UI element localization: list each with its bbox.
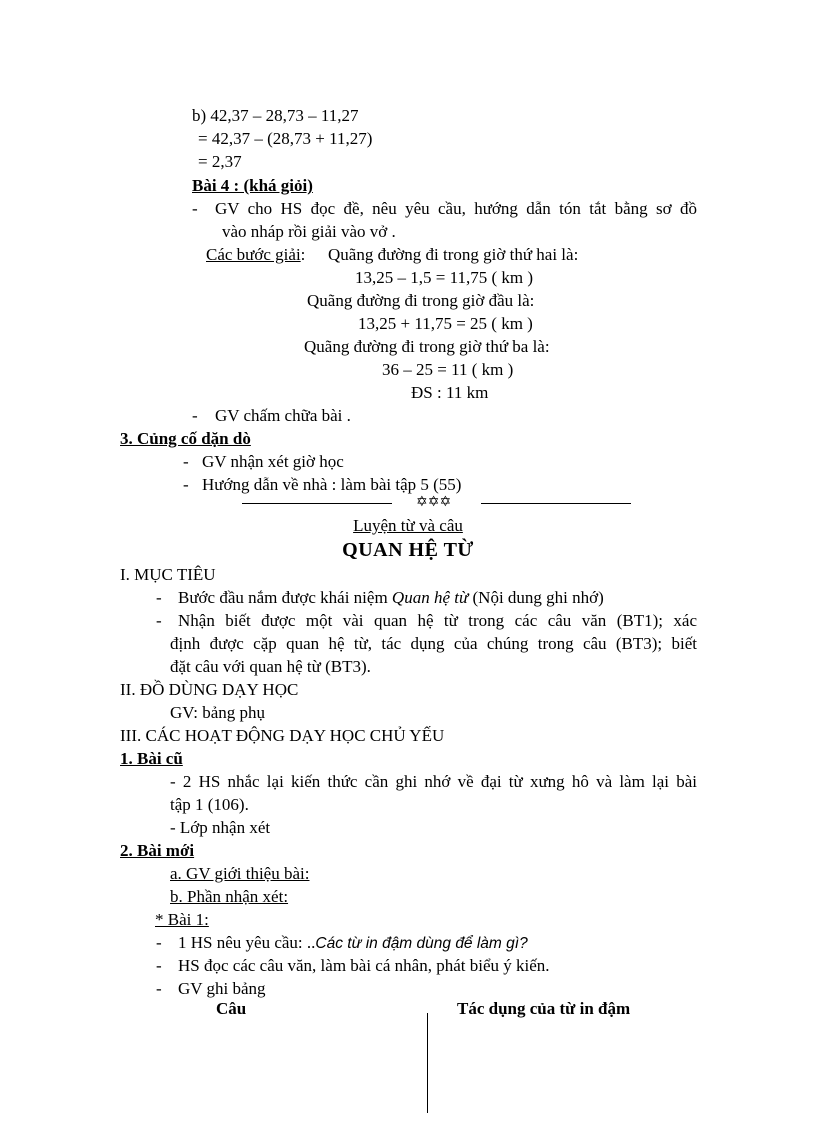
bullet: - bbox=[156, 933, 162, 952]
baimoi-item1-em: Các từ in đậm dùng để làm gì? bbox=[315, 935, 528, 952]
lesson-subject: Luyện từ và câu bbox=[353, 516, 463, 535]
baimoi-item2: HS đọc các câu văn, làm bài cá nhân, phát biểu ý kiến. bbox=[178, 956, 550, 975]
baicu-line1: - 2 HS nhắc lại kiến thức cần ghi nhớ về đại từ xưng hô và làm lại bài bbox=[170, 772, 697, 791]
sec1-item2-line1: Nhận biết được một vài quan hệ từ trong các câu văn (BT1); xác bbox=[178, 611, 697, 630]
sec1-item2-line2: định được cặp quan hệ từ, tác dụng của chúng trong câu (BT3); biết bbox=[170, 634, 697, 653]
bullet: - bbox=[183, 475, 189, 494]
separator-ornament: ✡✡✡ bbox=[416, 494, 452, 510]
baimoi-a: a. GV giới thiệu bài: bbox=[170, 864, 310, 883]
bai4-gv-line2: vào nháp rồi giải vào vở . bbox=[222, 222, 396, 241]
answer: ĐS : 11 km bbox=[411, 383, 489, 402]
baicu-line3: - Lớp nhận xét bbox=[170, 818, 271, 837]
math-line-1: b) 42,37 – 28,73 – 11,27 bbox=[192, 106, 359, 125]
baicu-heading: 1. Bài cũ bbox=[120, 749, 183, 768]
sec1-item1-post: (Nội dung ghi nhớ) bbox=[468, 588, 604, 607]
step2-text: Quãng đường đi trong giờ đầu là: bbox=[307, 291, 535, 310]
steps-colon: : bbox=[300, 245, 306, 264]
cungco-item2: Hướng dẫn về nhà : làm bài tập 5 (55) bbox=[202, 475, 462, 494]
table-divider bbox=[427, 1013, 428, 1113]
sec2-item: GV: bảng phụ bbox=[170, 703, 266, 722]
step2-calc: 13,25 + 11,75 = 25 ( km ) bbox=[358, 314, 533, 333]
bullet: - bbox=[156, 979, 162, 998]
baimoi-heading: 2. Bài mới bbox=[120, 841, 195, 860]
step1-calc: 13,25 – 1,5 = 11,75 ( km ) bbox=[355, 268, 534, 287]
baimoi-item3: GV ghi bảng bbox=[178, 979, 266, 998]
baimoi-item1 bbox=[178, 932, 528, 955]
math-line-2: = 42,37 – (28,73 + 11,27) bbox=[198, 129, 373, 148]
baicu-line2: tập 1 (106). bbox=[170, 795, 249, 814]
steps-label: Các bước giải bbox=[206, 245, 301, 264]
grading-text: GV chấm chữa bài . bbox=[215, 406, 351, 425]
bullet: - bbox=[192, 199, 198, 218]
bullet: - bbox=[183, 452, 189, 471]
cungco-heading: 3. Củng cố dặn dò bbox=[120, 429, 251, 448]
sec2-heading: II. ĐỒ DÙNG DẠY HỌC bbox=[120, 680, 299, 699]
step3-calc: 36 – 25 = 11 ( km ) bbox=[382, 360, 514, 379]
bullet: - bbox=[156, 588, 162, 607]
cungco-item1: GV nhận xét giờ học bbox=[202, 452, 344, 471]
sec1-item1 bbox=[178, 587, 604, 609]
separator-line-left bbox=[242, 503, 392, 504]
bullet: - bbox=[156, 611, 162, 630]
step1-text: Quãng đường đi trong giờ thứ hai là: bbox=[328, 245, 579, 264]
table-col2-header: Tác dụng của từ in đậm bbox=[457, 999, 631, 1018]
sec1-item1-em: Quan hệ từ bbox=[391, 588, 469, 607]
steps-line bbox=[206, 244, 305, 266]
step3-text: Quãng đường đi trong giờ thứ ba là: bbox=[304, 337, 550, 356]
bai4-gv-line1: GV cho HS đọc đề, nêu yêu cầu, hướng dẫn tón tắt bằng sơ đồ bbox=[215, 199, 697, 218]
math-line-3: = 2,37 bbox=[198, 152, 242, 171]
sec1-item1-pre: Bước đầu nắm được khái niệm bbox=[178, 588, 392, 607]
bullet: - bbox=[192, 406, 198, 425]
lesson-title: QUAN HỆ TỪ bbox=[342, 539, 474, 561]
sec1-item2-line3: đặt câu với quan hệ từ (BT3). bbox=[170, 657, 371, 676]
baimoi-b: b. Phần nhận xét: bbox=[170, 887, 289, 906]
bai4-heading: Bài 4 : (khá giỏi) bbox=[192, 176, 313, 195]
baimoi-bai1: * Bài 1: bbox=[155, 910, 209, 929]
sec1-heading: I. MỤC TIÊU bbox=[120, 565, 216, 584]
baimoi-item1-pre: 1 HS nêu yêu cầu: .. bbox=[178, 933, 316, 952]
sec3-heading: III. CÁC HOẠT ĐỘNG DẠY HỌC CHỦ YẾU bbox=[120, 726, 445, 745]
bullet: - bbox=[156, 956, 162, 975]
separator-line-right bbox=[481, 503, 631, 504]
table-col1-header: Câu bbox=[216, 999, 247, 1018]
